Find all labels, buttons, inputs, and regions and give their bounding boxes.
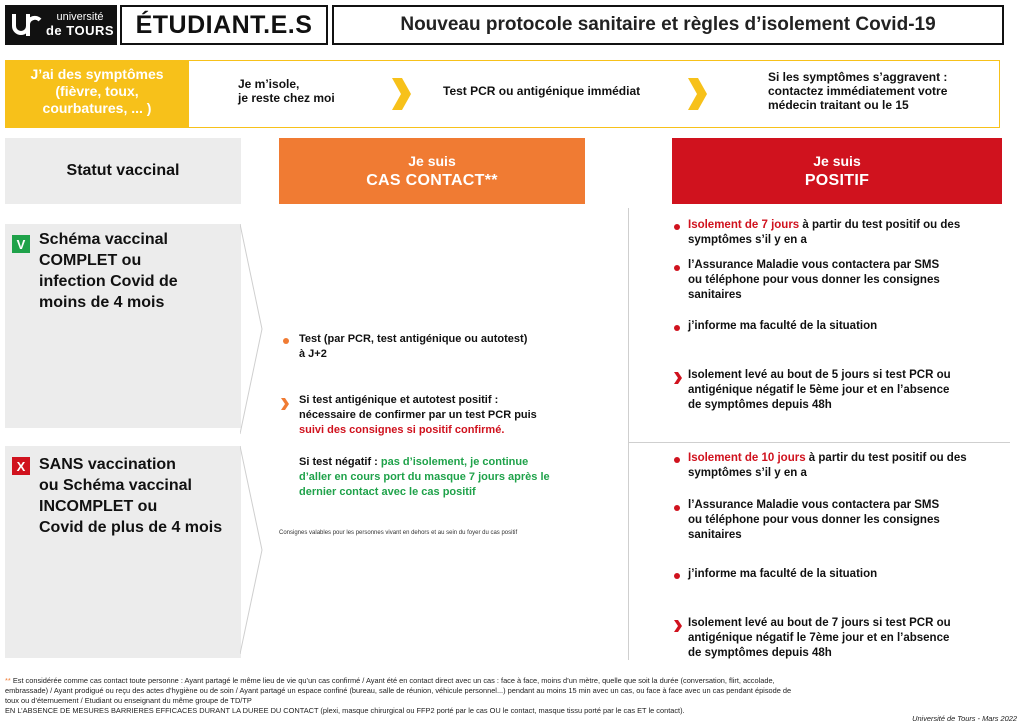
- chevron-right-icon: [390, 76, 412, 112]
- status-incomplete-line-3: INCOMPLET ou: [39, 498, 158, 515]
- footer-credit: Université de Tours - Mars 2022: [912, 714, 1017, 723]
- step-isolate-line-2: je reste chez moi: [238, 91, 335, 105]
- pc-faculty: j’informe ma faculté de la situation: [688, 320, 878, 332]
- arrow-right-icon: [673, 371, 683, 385]
- footer-line-2: embrassade) / Ayant prodigué ou reçu des actes d’hygiène ou de soin / Ayant partagé un espace confiné (bureau, salle de réunion, véhicule personnel...) pendant au moins 15 min avec un cas, ou face à face avec un cas pendant épisode de: [5, 686, 792, 695]
- bullet-dot-icon: [674, 505, 680, 511]
- pi-isolation: [688, 451, 1006, 481]
- pc-assurance-line-2: ou téléphone pour vous donner les consignes: [688, 274, 940, 286]
- status-incomplete-line-1: SANS vaccination: [39, 456, 176, 473]
- pi-lift: [688, 616, 1006, 661]
- pc-lift: [688, 368, 1006, 413]
- positive-header-line-2: POSITIF: [804, 172, 870, 189]
- positive-header-line-1: Je suis: [813, 153, 861, 169]
- logo-line-2: de TOURS: [45, 23, 115, 38]
- contact-positive-text: [299, 393, 537, 438]
- contact-test-text: [299, 332, 527, 362]
- status-incomplete-panel: [5, 446, 241, 658]
- step-test: Test PCR ou antigénique immédiat: [443, 84, 641, 98]
- chevron-right-icon: [686, 76, 708, 112]
- step-isolate-line-1: Je m’isole,: [238, 77, 300, 91]
- contact-negative-text: [299, 455, 550, 500]
- pi-lift-line-1: Isolement levé au bout de 7 jours si test PCR ou: [688, 617, 951, 629]
- status-complete-line-4: moins de 4 mois: [39, 294, 165, 311]
- step-worsen-line-3: médecin traitant ou le 15: [768, 98, 909, 112]
- step-worsen-line-2: contactez immédiatement votre: [768, 84, 948, 98]
- contact-case-header: [279, 138, 585, 204]
- pc-lift-line-3: de symptômes depuis 48h: [688, 399, 832, 411]
- pc-lift-line-2: antigénique négatif le 5ème jour et en l’absence: [688, 384, 950, 396]
- pi-isolation-rest-2: symptômes s’il y en a: [688, 467, 807, 479]
- pc-assurance-line-3: sanitaires: [688, 289, 742, 301]
- pi-lift-line-3: de symptômes depuis 48h: [688, 647, 832, 659]
- symptoms-line-1: J’ai des symptômes: [30, 66, 164, 82]
- status-complete-text: [39, 229, 178, 313]
- pi-faculty: j’informe ma faculté de la situation: [688, 568, 878, 580]
- contact-negative-lead: Si test négatif :: [299, 456, 378, 468]
- pi-isolation-rest-1: à partir du test positif ou des: [805, 452, 967, 464]
- logo-line-1: université: [56, 11, 104, 23]
- status-complete-line-3: infection Covid de: [39, 273, 178, 290]
- university-logo: [5, 5, 117, 45]
- contact-header-line-1: Je suis: [408, 153, 456, 169]
- bullet-dot-icon: [674, 457, 680, 463]
- positive-row-divider: [628, 442, 1010, 443]
- step-worsen-line-1: Si les symptômes s’aggravent :: [768, 70, 948, 84]
- status-complete-line-1: Schéma vaccinal: [39, 231, 168, 248]
- pc-assurance-line-1: l’Assurance Maladie vous contactera par SMS: [688, 259, 940, 271]
- pc-isolation: [688, 218, 1006, 248]
- pi-lift-line-2: antigénique négatif le 7ème jour et en l’absence: [688, 632, 950, 644]
- page-title: Nouveau protocole sanitaire et règles d’isolement Covid-19: [332, 5, 1004, 45]
- bullet-dot-icon: [674, 573, 680, 579]
- contact-negative-line-2: d’aller en cours port du masque 7 jours après le: [299, 471, 550, 483]
- contact-positive-line-3: suivi des consignes si positif confirmé.: [299, 424, 505, 436]
- contact-positive-line-1: Si test antigénique et autotest positif :: [299, 394, 499, 406]
- contact-positive-line-2: nécessaire de confirmer par un test PCR puis: [299, 409, 537, 421]
- pi-assurance: [688, 498, 1006, 543]
- positive-column-divider: [628, 208, 629, 660]
- pc-assurance: [688, 258, 1006, 303]
- bullet-dot-icon: [283, 338, 289, 344]
- pc-isolation-duration: Isolement de 7 jours: [688, 219, 800, 231]
- contact-negative-line-1: pas d’isolement, je continue: [380, 456, 529, 468]
- university-logo-icon: [11, 10, 43, 40]
- pi-assurance-line-2: ou téléphone pour vous donner les consignes: [688, 514, 940, 526]
- symptoms-line-2: (fièvre, toux,: [55, 83, 139, 99]
- positive-case-header: [672, 138, 1002, 204]
- logo-text: [45, 10, 115, 39]
- bullet-dot-icon: [674, 265, 680, 271]
- status-incomplete-line-4: Covid de plus de 4 mois: [39, 519, 223, 536]
- pc-isolation-rest-1: à partir du test positif ou des: [799, 219, 961, 231]
- contact-negative-line-3: dernier contact avec le cas positif: [299, 486, 476, 498]
- status-incomplete-line-2: ou Schéma vaccinal: [39, 477, 192, 494]
- symptoms-line-3: courbatures, ... ): [42, 100, 152, 116]
- bracket-divider: [240, 224, 268, 654]
- footer-line-4: EN L’ABSENCE DE MESURES BARRIERES EFFICACES DURANT LA DUREE DU CONTACT (plexi, masque chirurgical ou FFP2 porté par le cas OU le contact, masque tissu porté par le cas ET le contact).: [5, 706, 685, 715]
- pi-isolation-duration: Isolement de 10 jours: [688, 452, 806, 464]
- vaccination-status-header: Statut vaccinal: [5, 138, 241, 204]
- pi-assurance-line-3: sanitaires: [688, 529, 742, 541]
- status-incomplete-text: [39, 454, 222, 538]
- symptoms-box: [5, 60, 189, 128]
- bullet-dot-icon: [674, 224, 680, 230]
- arrow-right-icon: [280, 397, 290, 411]
- step-isolate: [238, 77, 335, 105]
- footer-stars: **: [5, 676, 11, 685]
- footer-line-1: Est considérée comme cas contact toute personne : Ayant partagé le même lieu de vie qu’un cas confirmé / Ayant été en contact direct avec un cas : face à face, moins d’un mètre, quelle que soit la durée (conversation, flirt, accolade,: [10, 676, 775, 685]
- step-worsen: [768, 70, 947, 112]
- status-complete-line-2: COMPLET ou: [39, 252, 142, 269]
- contact-test-line-1: Test (par PCR, test antigénique ou autotest): [299, 333, 528, 345]
- bullet-dot-icon: [674, 325, 680, 331]
- contact-test-line-2: à J+2: [299, 348, 327, 360]
- footer-definition: [5, 676, 1005, 716]
- pc-lift-line-1: Isolement levé au bout de 5 jours si test PCR ou: [688, 369, 951, 381]
- contact-note: Consignes valables pour les personnes vivant en dehors et au sein du foyer du cas positif: [279, 530, 518, 536]
- contact-header-line-2: CAS CONTACT**: [366, 172, 498, 189]
- audience-label: ÉTUDIANT.E.S: [120, 5, 328, 45]
- status-complete-panel: [5, 224, 241, 428]
- check-badge-icon: V: [12, 235, 30, 253]
- arrow-right-icon: [673, 619, 683, 633]
- footer-line-3: toux ou d’éternuement / Etudiant ou enseignant du même groupe de TD/TP: [5, 696, 252, 705]
- pi-assurance-line-1: l’Assurance Maladie vous contactera par SMS: [688, 499, 940, 511]
- pc-isolation-rest-2: symptômes s’il y en a: [688, 234, 807, 246]
- cross-badge-icon: X: [12, 457, 30, 475]
